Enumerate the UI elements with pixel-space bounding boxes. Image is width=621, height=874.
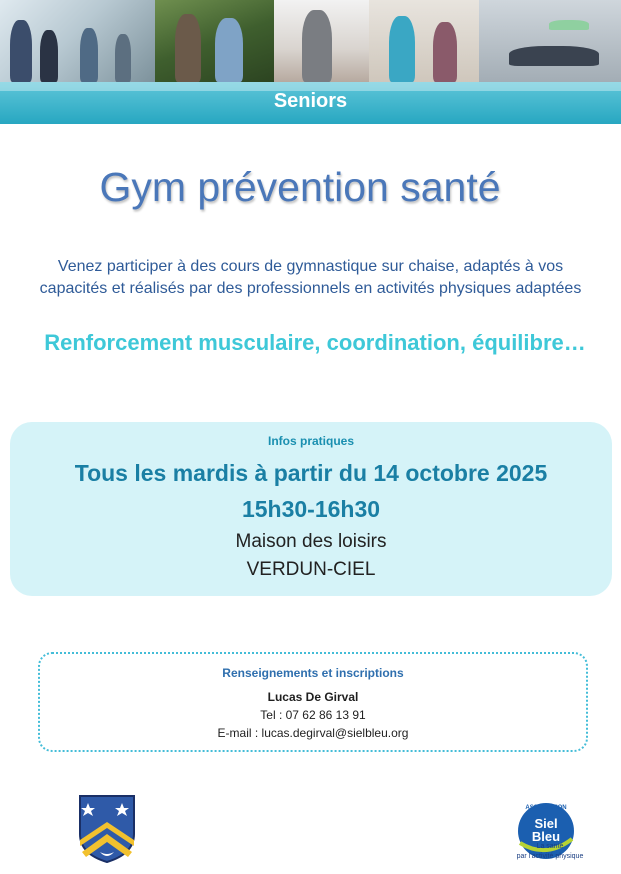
contact-name: Lucas De Girval [267,690,359,704]
chair-gym-photo [369,0,479,82]
venue-town: VERDUN-CIEL [246,559,376,580]
floor-exercise-photo [479,0,621,82]
schedule-date: Tous les mardis à partir du 14 octobre 2025 [74,460,548,486]
contact-title: Renseignements et inscriptions [222,666,404,680]
siel-association-label: ASSOCIATION [525,805,567,811]
contact-email[interactable]: E-mail : lucas.degirval@sielbleu.org [217,726,409,740]
intro-text [0,256,621,300]
siel-tagline-2: par l'activité physique [516,853,584,860]
nordic-walking-photo [155,0,274,82]
intro-line-1: Venez participer à des cours de gymnastique sur chaise, adaptés à vos [57,258,564,275]
benefits-subtitle: Renforcement musculaire, coordination, équilibre… [44,330,586,355]
stretching-photo [274,0,369,82]
contact-box [38,652,588,752]
gym-class-photo [0,0,155,82]
intro-line-2: capacités et réalisés par des professionnels en activités physiques adaptées [39,280,582,297]
photo-strip [0,0,621,82]
venue-name: Maison des loisirs [235,531,387,552]
audience-label: Seniors [273,90,348,112]
practical-info-label: Infos pratiques [267,434,354,448]
header-banner [0,0,621,124]
practical-info-panel [10,422,612,596]
page-title: Gym prévention santé [99,164,501,210]
contact-phone: Tel : 07 62 86 13 91 [260,708,366,722]
siel-name-line-2: Bleu [531,829,561,844]
siel-tagline-1: La santé [536,843,564,850]
schedule-time: 15h30-16h30 [241,496,381,522]
town-crest-logo [78,794,136,864]
siel-name-line-1: Siel [534,816,558,831]
